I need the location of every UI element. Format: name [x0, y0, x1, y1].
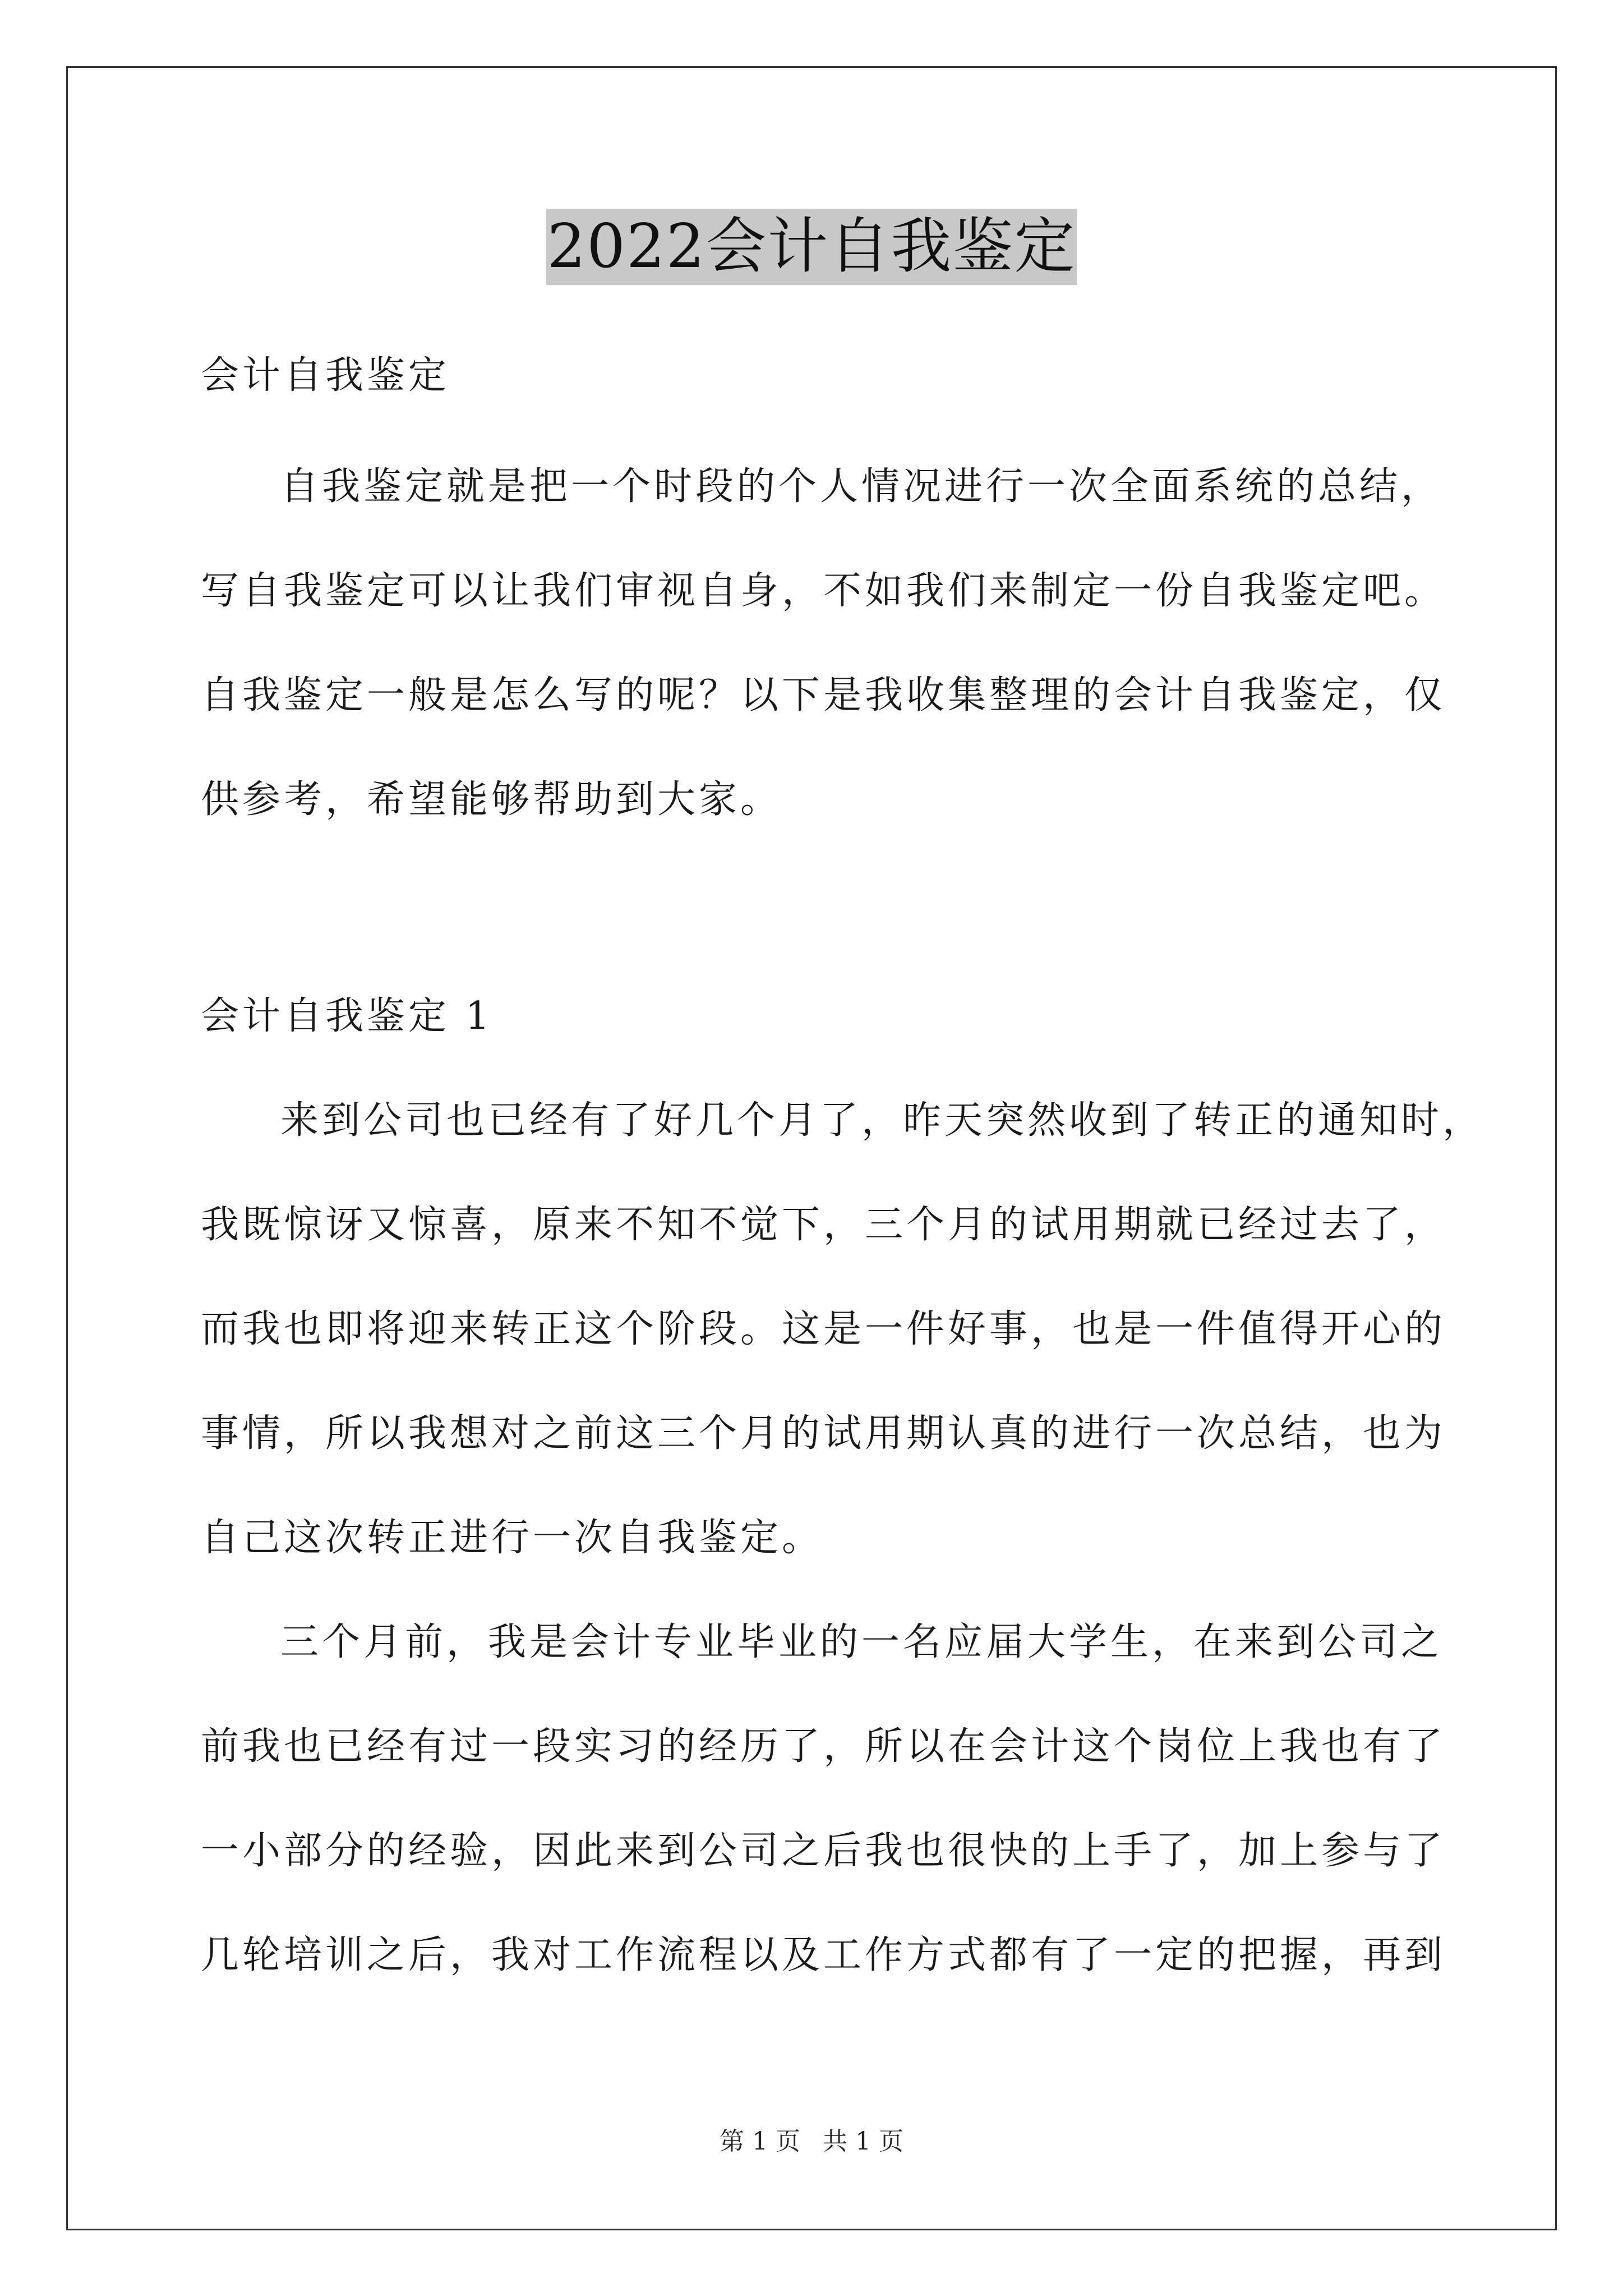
paragraph-line: 事情，所以我想对之前这三个月的试用期认真的进行一次总结，也为 [201, 1411, 1446, 1456]
paragraph-line: 我既惊讶又惊喜，原来不知不觉下，三个月的试用期就已经过去了， [201, 1203, 1446, 1247]
paragraph-line: 写自我鉴定可以让我们审视自身，不如我们来制定一份自我鉴定吧。 [201, 569, 1446, 613]
page-total: 共 1 页 [823, 2127, 903, 2156]
paragraph-line: 三个月前，我是会计专业毕业的一名应届大学生，在来到公司之 [280, 1620, 1443, 1664]
paragraph-line: 几轮培训之后，我对工作流程以及工作方式都有了一定的把握，再到 [201, 1933, 1446, 1977]
title-container [0, 209, 1623, 285]
paragraph-line: 自我鉴定一般是怎么写的呢？以下是我收集整理的会计自我鉴定，仅 [201, 673, 1446, 717]
document-title: 2022会计自我鉴定 [546, 209, 1077, 285]
paragraph-line: 前我也已经有过一段实习的经历了，所以在会计这个岗位上我也有了 [201, 1724, 1446, 1769]
page-footer [0, 2126, 1623, 2157]
paragraph-line: 自己这次转正进行一次自我鉴定。 [201, 1516, 824, 1560]
paragraph-line: 而我也即将迎来转正这个阶段。这是一件好事，也是一件值得开心的 [201, 1307, 1446, 1351]
paragraph-line: 供参考，希望能够帮助到大家。 [201, 777, 782, 822]
section-heading: 会计自我鉴定 1 [201, 994, 493, 1038]
section-heading: 会计自我鉴定 [201, 353, 450, 398]
paragraph-line: 自我鉴定就是把一个时段的个人情况进行一次全面系统的总结， [280, 464, 1443, 509]
page-number: 第 1 页 [720, 2127, 800, 2156]
paragraph-line: 来到公司也已经有了好几个月了，昨天突然收到了转正的通知时， [280, 1098, 1484, 1143]
paragraph-line: 一小部分的经验，因此来到公司之后我也很快的上手了，加上参与了 [201, 1829, 1446, 1873]
